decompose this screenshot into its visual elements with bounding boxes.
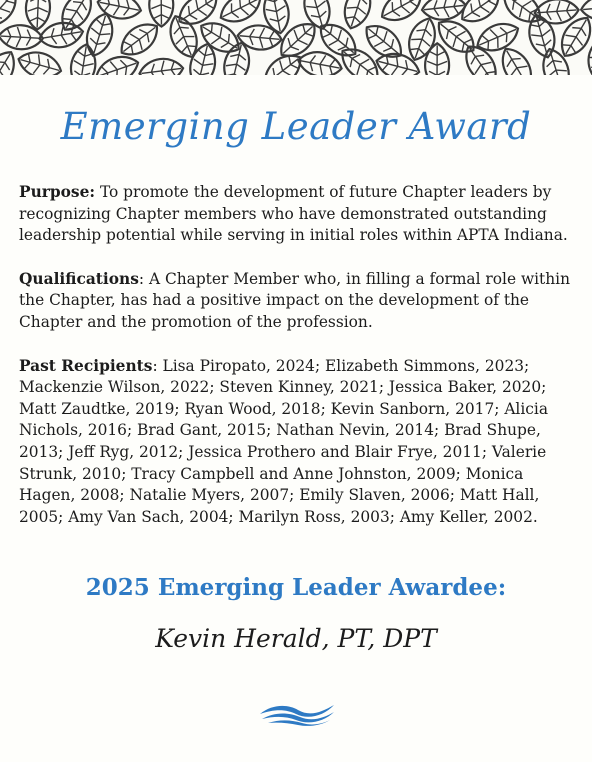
leaf-shape: [215, 0, 265, 28]
award-description: [19, 182, 577, 550]
leaf-shape: [425, 43, 449, 75]
leaf-shape: [95, 0, 143, 22]
past-recipients-label: Past Recipients: [19, 356, 153, 375]
past-recipients-paragraph: [19, 356, 577, 529]
leaf-shape: [497, 0, 547, 29]
qualifications-label: Qualifications: [19, 269, 139, 288]
awardee-name: Kevin Herald, PT, DPT: [155, 624, 437, 653]
purpose-label: Purpose:: [19, 183, 96, 201]
purpose-text: To promote the development of future Chapter leaders by recognizing Chapter members who have demonstrated outstanding leadership potential while serving in initial roles within APTA Indiana.: [19, 183, 568, 245]
awardee-heading: 2025 Emerging Leader Awardee:: [85, 574, 507, 601]
leaf-shape: [534, 0, 580, 25]
page-title: Emerging Leader Award: [60, 105, 532, 148]
leaf-shape: [15, 48, 64, 75]
leaf-shape: [68, 43, 98, 75]
qualifications-paragraph: [19, 269, 577, 334]
leaf-shape: [260, 0, 292, 35]
leaf-shape: [149, 0, 173, 27]
leaf-shape: [299, 0, 334, 32]
leaf-shape: [0, 0, 23, 33]
leaf-shape: [403, 14, 440, 64]
leaf-shape: [0, 24, 43, 50]
purpose-paragraph: [19, 182, 577, 247]
wave-logo-icon: [258, 700, 336, 726]
leaf-shape: [335, 42, 384, 75]
leaf-shape: [55, 0, 99, 36]
qualifications-text: : A Chapter Member who, in filling a formal role within the Chapter, has had a positive impact on the development of the Chapter and the promotion of the profession.: [19, 269, 570, 331]
leaf-shape: [459, 40, 504, 75]
leaf-shape: [237, 24, 283, 52]
leaf-shape: [359, 18, 408, 65]
leaf-shape: [138, 56, 185, 75]
leaf-pattern-banner: [0, 0, 592, 75]
past-recipients-text: : Lisa Piropato, 2024; Elizabeth Simmons, 2023; Mackenzie Wilson, 2022; Steven Kinney, 2021; Jessica Baker, 2020; Matt Zaudtke, 2019; Ryan Wood, 2018; Kevin Sanborn, 2017; Alicia Nichols, 2016; Brad Gant, 2015; Nathan Nevin, 2014; Brad Shupe, 2013; Jeff Ryg, 2012; Jessica Prothero and Blair Frye, 2011; Valerie Strunk, 2010; Tracy Campbell and Anne Johnston, 2009; Monica Hagen, 2008; Natalie Myers, 2007; Emily Slaven, 2006; Matt Hall, 2005; Amy Van Sach, 2004; Marilyn Ross, 2003; Amy Keller, 2002.: [19, 356, 548, 526]
leaf-pattern-icon: [0, 0, 592, 75]
